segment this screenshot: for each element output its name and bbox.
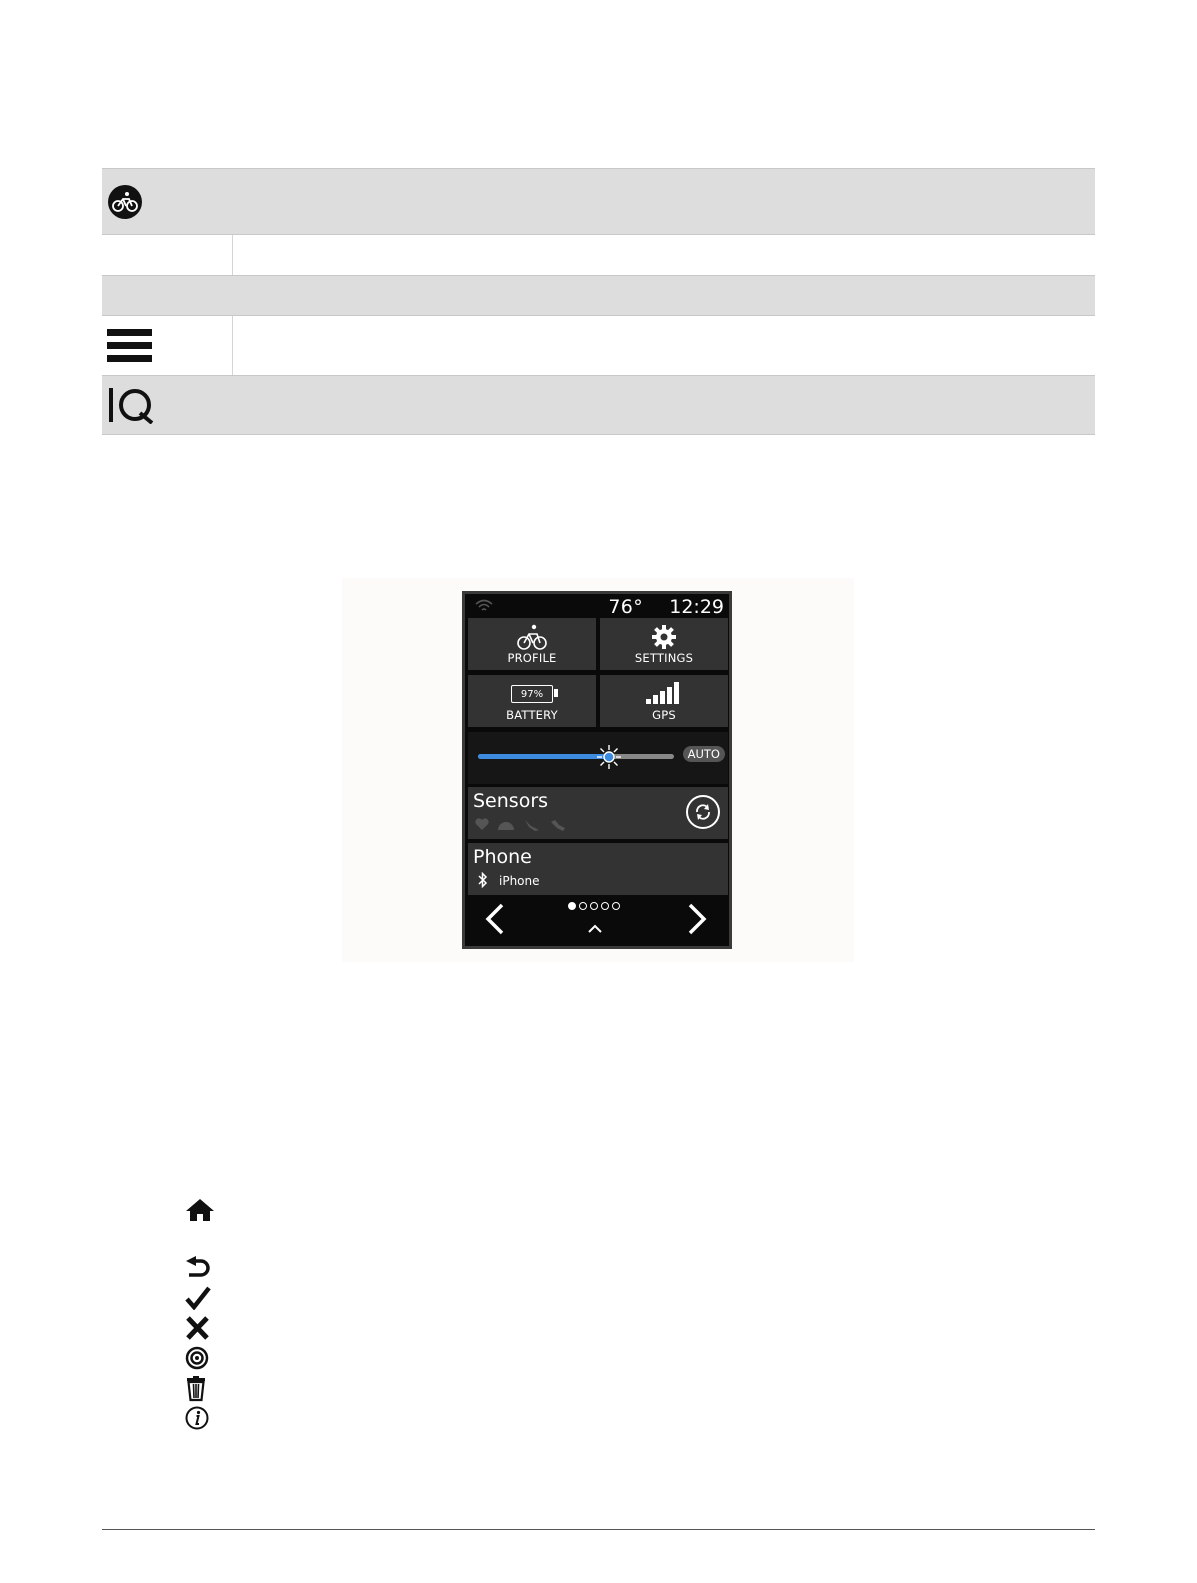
table-row: [102, 234, 1095, 275]
trash-icon: [185, 1376, 211, 1402]
next-page-icon[interactable]: [687, 903, 707, 935]
bike-profile-icon: [107, 184, 143, 220]
clock: 12:29: [669, 596, 724, 618]
home-icon: [185, 1198, 215, 1222]
status-bar: [465, 594, 729, 620]
cadence-sensor-icon: [523, 818, 541, 832]
device-screen: [462, 591, 732, 949]
list-item: [185, 1316, 211, 1345]
menu-icon: [107, 328, 153, 364]
list-item: [185, 1406, 211, 1435]
auto-brightness-button[interactable]: AUTO: [683, 746, 725, 762]
phone-device-name: iPhone: [499, 874, 540, 888]
list-item: [185, 1198, 215, 1227]
page-indicator: [568, 902, 620, 910]
table-cell-text: [232, 235, 1095, 275]
page-dot: [612, 902, 620, 910]
battery-percent: 97%: [520, 688, 544, 700]
icon-table: [102, 168, 1095, 435]
target-icon: [185, 1346, 211, 1370]
list-item: [185, 1286, 211, 1315]
table-cell-text: [232, 169, 1095, 234]
footer-rule: [102, 1529, 1095, 1530]
sensors-title: Sensors: [473, 790, 549, 812]
speed-sensor-icon: [497, 818, 515, 831]
sensor-icons: [475, 818, 567, 832]
table-row: [102, 275, 1095, 315]
chevron-up-icon[interactable]: [588, 924, 602, 933]
list-item: [185, 1346, 211, 1375]
temperature: 76°: [608, 596, 643, 618]
table-cell-icon: [102, 376, 232, 434]
connect-iq-icon: [108, 386, 154, 424]
page-dot: [590, 902, 598, 910]
tile-label: PROFILE: [507, 651, 557, 665]
table-row: [102, 315, 1095, 375]
brightness-fill: [478, 754, 609, 759]
table-cell-icon: [102, 316, 232, 375]
page-dot: [568, 902, 576, 910]
power-sensor-icon: [549, 818, 567, 832]
table-cell-icon: [102, 169, 232, 234]
tile-battery[interactable]: [468, 675, 596, 727]
phone-row[interactable]: [468, 843, 728, 895]
sync-button[interactable]: [686, 795, 720, 829]
table-row: [102, 168, 1095, 234]
brightness-control: [468, 732, 728, 784]
tile-profile[interactable]: [468, 618, 596, 670]
sync-icon: [693, 802, 713, 822]
tile-label: GPS: [652, 708, 676, 722]
table-cell-text: [232, 276, 1095, 315]
battery-icon: [511, 685, 553, 703]
list-item: [185, 1256, 211, 1285]
page-dot: [601, 902, 609, 910]
tile-settings[interactable]: [600, 618, 728, 670]
info-icon: [185, 1406, 211, 1430]
brightness-handle-icon[interactable]: [596, 744, 622, 770]
table-cell-icon: [102, 276, 232, 315]
check-icon: [185, 1286, 211, 1310]
signal-bars-icon: [645, 680, 683, 706]
bluetooth-icon: [478, 872, 488, 888]
cancel-icon: [185, 1316, 211, 1340]
previous-page-icon[interactable]: [485, 903, 505, 935]
table-row: [102, 375, 1095, 434]
bike-icon: [516, 623, 548, 651]
brightness-slider[interactable]: [478, 754, 674, 759]
gear-icon: [650, 623, 678, 651]
table-cell-text: [232, 376, 1095, 434]
table-cell-text: [232, 316, 1095, 375]
heart-rate-icon: [475, 818, 489, 831]
phone-title: Phone: [473, 846, 532, 868]
back-icon: [185, 1256, 211, 1280]
tile-gps[interactable]: [600, 675, 728, 727]
page-dot: [579, 902, 587, 910]
wifi-icon: [475, 599, 493, 613]
table-cell-icon: [102, 235, 232, 275]
tile-label: SETTINGS: [634, 651, 694, 665]
tile-label: BATTERY: [506, 708, 558, 722]
sensors-row[interactable]: [468, 787, 728, 839]
list-item: [185, 1376, 211, 1407]
